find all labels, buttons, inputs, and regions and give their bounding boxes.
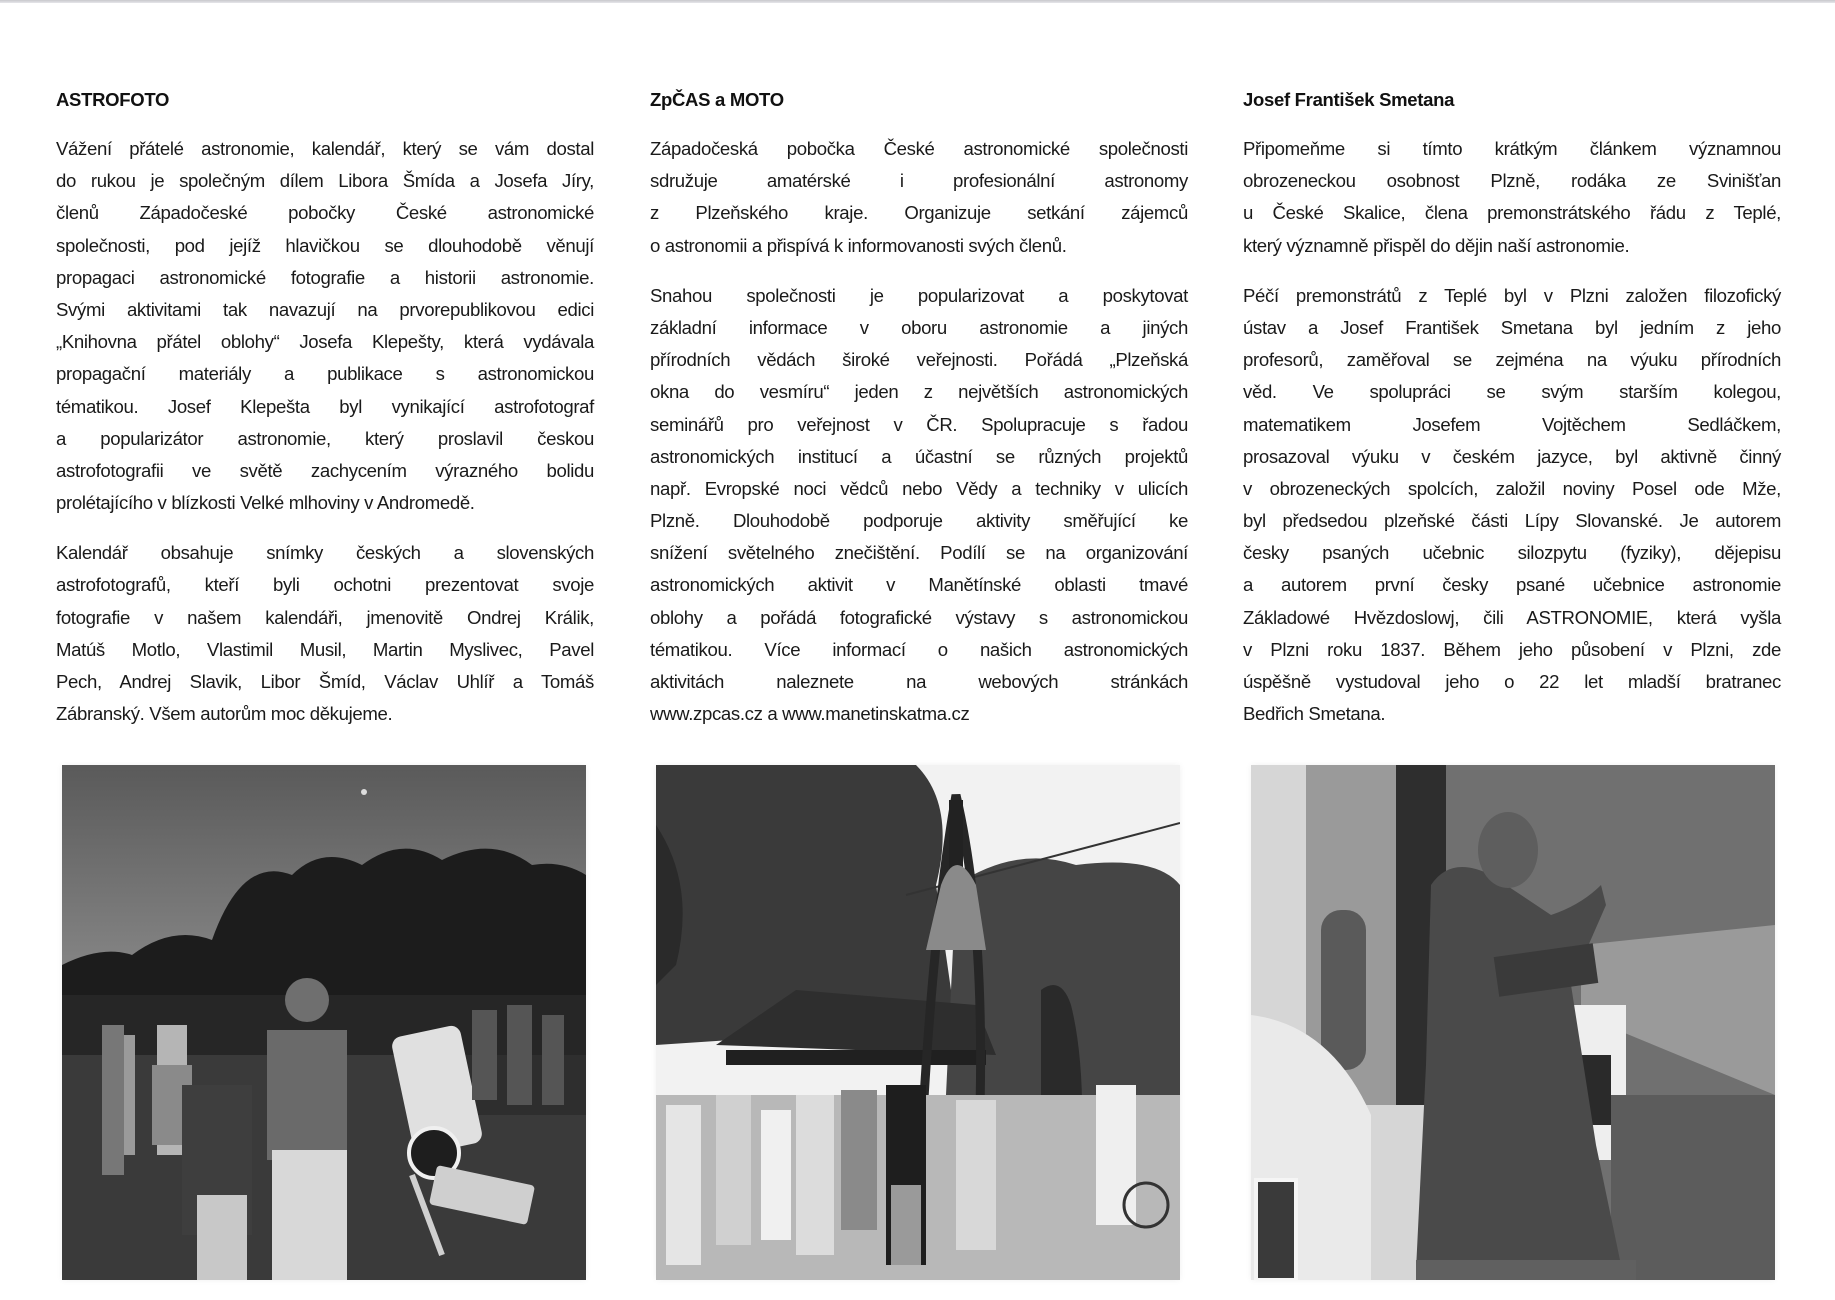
text-line: a autorem první česky psané učebnice astronomie: [1243, 574, 1781, 596]
text-line: a popularizátor astronomie, který proslavil českou: [56, 427, 594, 449]
paragraph: [56, 537, 594, 730]
text-line: propagaci astronomické fotografie a historii astronomie.: [56, 266, 594, 288]
text-line: Západočeská pobočka České astronomické společnosti: [650, 138, 1188, 159]
text-line: který významně přispěl do dějin naší astronomie.: [1243, 234, 1630, 256]
text-line: tématikou. Více informací o našich astronomických: [650, 638, 1188, 660]
text-line: česky psaných učebnic silozpytu (fyziky), dějepisu: [1243, 542, 1781, 564]
text-line: Plzně. Dlouhodobě podporuje aktivity směřující ke: [650, 510, 1188, 532]
text-line: Připomeňme si tímto krátkým článkem významnou: [1243, 138, 1781, 159]
section-body: [1243, 133, 1781, 748]
text-line: Pech, Andrej Slavik, Libor Šmíd, Václav Uhlíř a Tomáš: [56, 671, 594, 692]
rocket-sculpture-image: [656, 765, 1180, 1280]
night-telescope-image: [62, 765, 586, 1280]
section-heading: ASTROFOTO: [56, 89, 170, 110]
text-line: společnosti, pod jejíž hlavičkou se dlouhodobě věnují: [56, 234, 594, 256]
text-line: u České Skalice, člena premonstrátského řádu z Teplé,: [1243, 202, 1781, 224]
paragraph: [650, 133, 1188, 262]
statue-image: [1251, 765, 1775, 1280]
text-line: okna do vesmíru“ jeden z největších astronomických: [650, 381, 1188, 403]
section-body: [650, 133, 1188, 748]
text-line: úspěšně vystudoval jeho o 22 let mladší bratranec: [1243, 671, 1781, 692]
text-line: obrozeneckou osobnost Plzně, rodáka ze Svinišťan: [1243, 170, 1781, 192]
text-line: fotografie v našem kalendáři, jmenovitě Ondrej Králik,: [56, 606, 594, 628]
text-line: v Plzni roku 1837. Během jeho působení v Plzni, zde: [1243, 638, 1781, 660]
text-line: seminářů pro veřejnost v ČR. Spolupracuje s řadou: [650, 413, 1188, 435]
text-line: profesorů, zaměřoval se zejména na výuku přírodních: [1243, 349, 1781, 371]
section-body: [56, 133, 594, 748]
text-line: astronomických aktivit v Manětínské oblasti tmavé: [650, 574, 1188, 596]
text-line: Zábranský. Všem autorům moc děkujeme.: [56, 703, 393, 725]
text-line: Matúš Motlo, Vlastimil Musil, Martin Myslivec, Pavel: [56, 638, 594, 660]
text-line: propagační materiály a publikace s astronomickou: [56, 363, 594, 385]
zpcas-photo: [656, 765, 1180, 1280]
astrofoto-photo: [62, 765, 586, 1280]
page-top-rule: [0, 0, 1835, 3]
text-line: „Knihovna přátel oblohy“ Josefa Klepešty, která vydávala: [56, 331, 594, 353]
text-line: v obrozeneckých spolcích, založil noviny Posel ode Mže,: [1243, 477, 1781, 499]
text-line: oblohy a pořádá fotografické výstavy s astronomickou: [650, 606, 1188, 628]
text-line: snížení světelného znečištění. Podílí se na organizování: [650, 542, 1188, 564]
text-line: Snahou společnosti je popularizovat a poskytovat: [650, 284, 1188, 306]
text-line: tématikou. Josef Klepešta byl vynikající astrofotograf: [56, 395, 594, 417]
text-line: astronomických institucí a účastní se různých projektů: [650, 445, 1188, 467]
text-line: Svými aktivitami tak navazují na prvorepublikovou edici: [56, 298, 594, 320]
text-line: ústav a Josef František Smetana byl jedním z jeho: [1243, 316, 1781, 338]
text-line: Bedřich Smetana.: [1243, 703, 1386, 725]
text-line: členů Západočeské pobočky České astronomické: [56, 202, 594, 224]
text-line: věd. Ve spolupráci se svým starším kolegou,: [1243, 381, 1781, 403]
text-line: matematikem Josefem Vojtěchem Sedláčkem,: [1243, 413, 1781, 435]
text-line: z Plzeňského kraje. Organizuje setkání zájemců: [650, 202, 1188, 224]
text-line: Kalendář obsahuje snímky českých a slovenských: [56, 542, 594, 564]
section-heading: Josef František Smetana: [1243, 89, 1455, 110]
text-line: byl předsedou plzeňské části Lípy Slovanské. Je autorem: [1243, 510, 1781, 532]
smetana-photo: [1251, 765, 1775, 1280]
text-line: sdružuje amatérské i profesionální astronomy: [650, 170, 1188, 192]
paragraph: [1243, 280, 1781, 731]
text-line: základní informace v oboru astronomie a jiných: [650, 316, 1188, 338]
paragraph: [1243, 133, 1781, 262]
paragraph: [650, 280, 1188, 731]
text-line: www.zpcas.cz a www.manetinskatma.cz: [650, 703, 970, 725]
text-line: např. Evropské noci vědců nebo Vědy a techniky v ulicích: [650, 477, 1188, 499]
text-line: Základowé Hvězdoslowj, čili ASTRONOMIE, která vyšla: [1243, 606, 1781, 628]
text-line: aktivitách naleznete na webových stránkách: [650, 671, 1188, 692]
text-line: o astronomii a přispívá k informovanosti svých členů.: [650, 234, 1067, 256]
section-heading: ZpČAS a MOTO: [650, 89, 784, 110]
text-line: Vážení přátelé astronomie, kalendář, který se vám dostal: [56, 138, 594, 159]
text-line: do rukou je společným dílem Libora Šmída a Josefa Jíry,: [56, 170, 594, 192]
paragraph: [56, 133, 594, 519]
text-line: Péčí premonstrátů z Teplé byl v Plzni založen filozofický: [1243, 284, 1781, 306]
text-line: prolétajícího v blízkosti Velké mlhoviny v Andromedě.: [56, 492, 475, 514]
text-line: astrofotografii ve světě zachycením výrazného bolidu: [56, 459, 594, 481]
text-line: prosazoval výuku v českém jazyce, byl aktivně činný: [1243, 445, 1781, 467]
text-line: přírodních vědách široké veřejnosti. Pořádá „Plzeňská: [650, 349, 1188, 371]
text-line: astrofotografů, kteří byli ochotni prezentovat svoje: [56, 574, 594, 596]
